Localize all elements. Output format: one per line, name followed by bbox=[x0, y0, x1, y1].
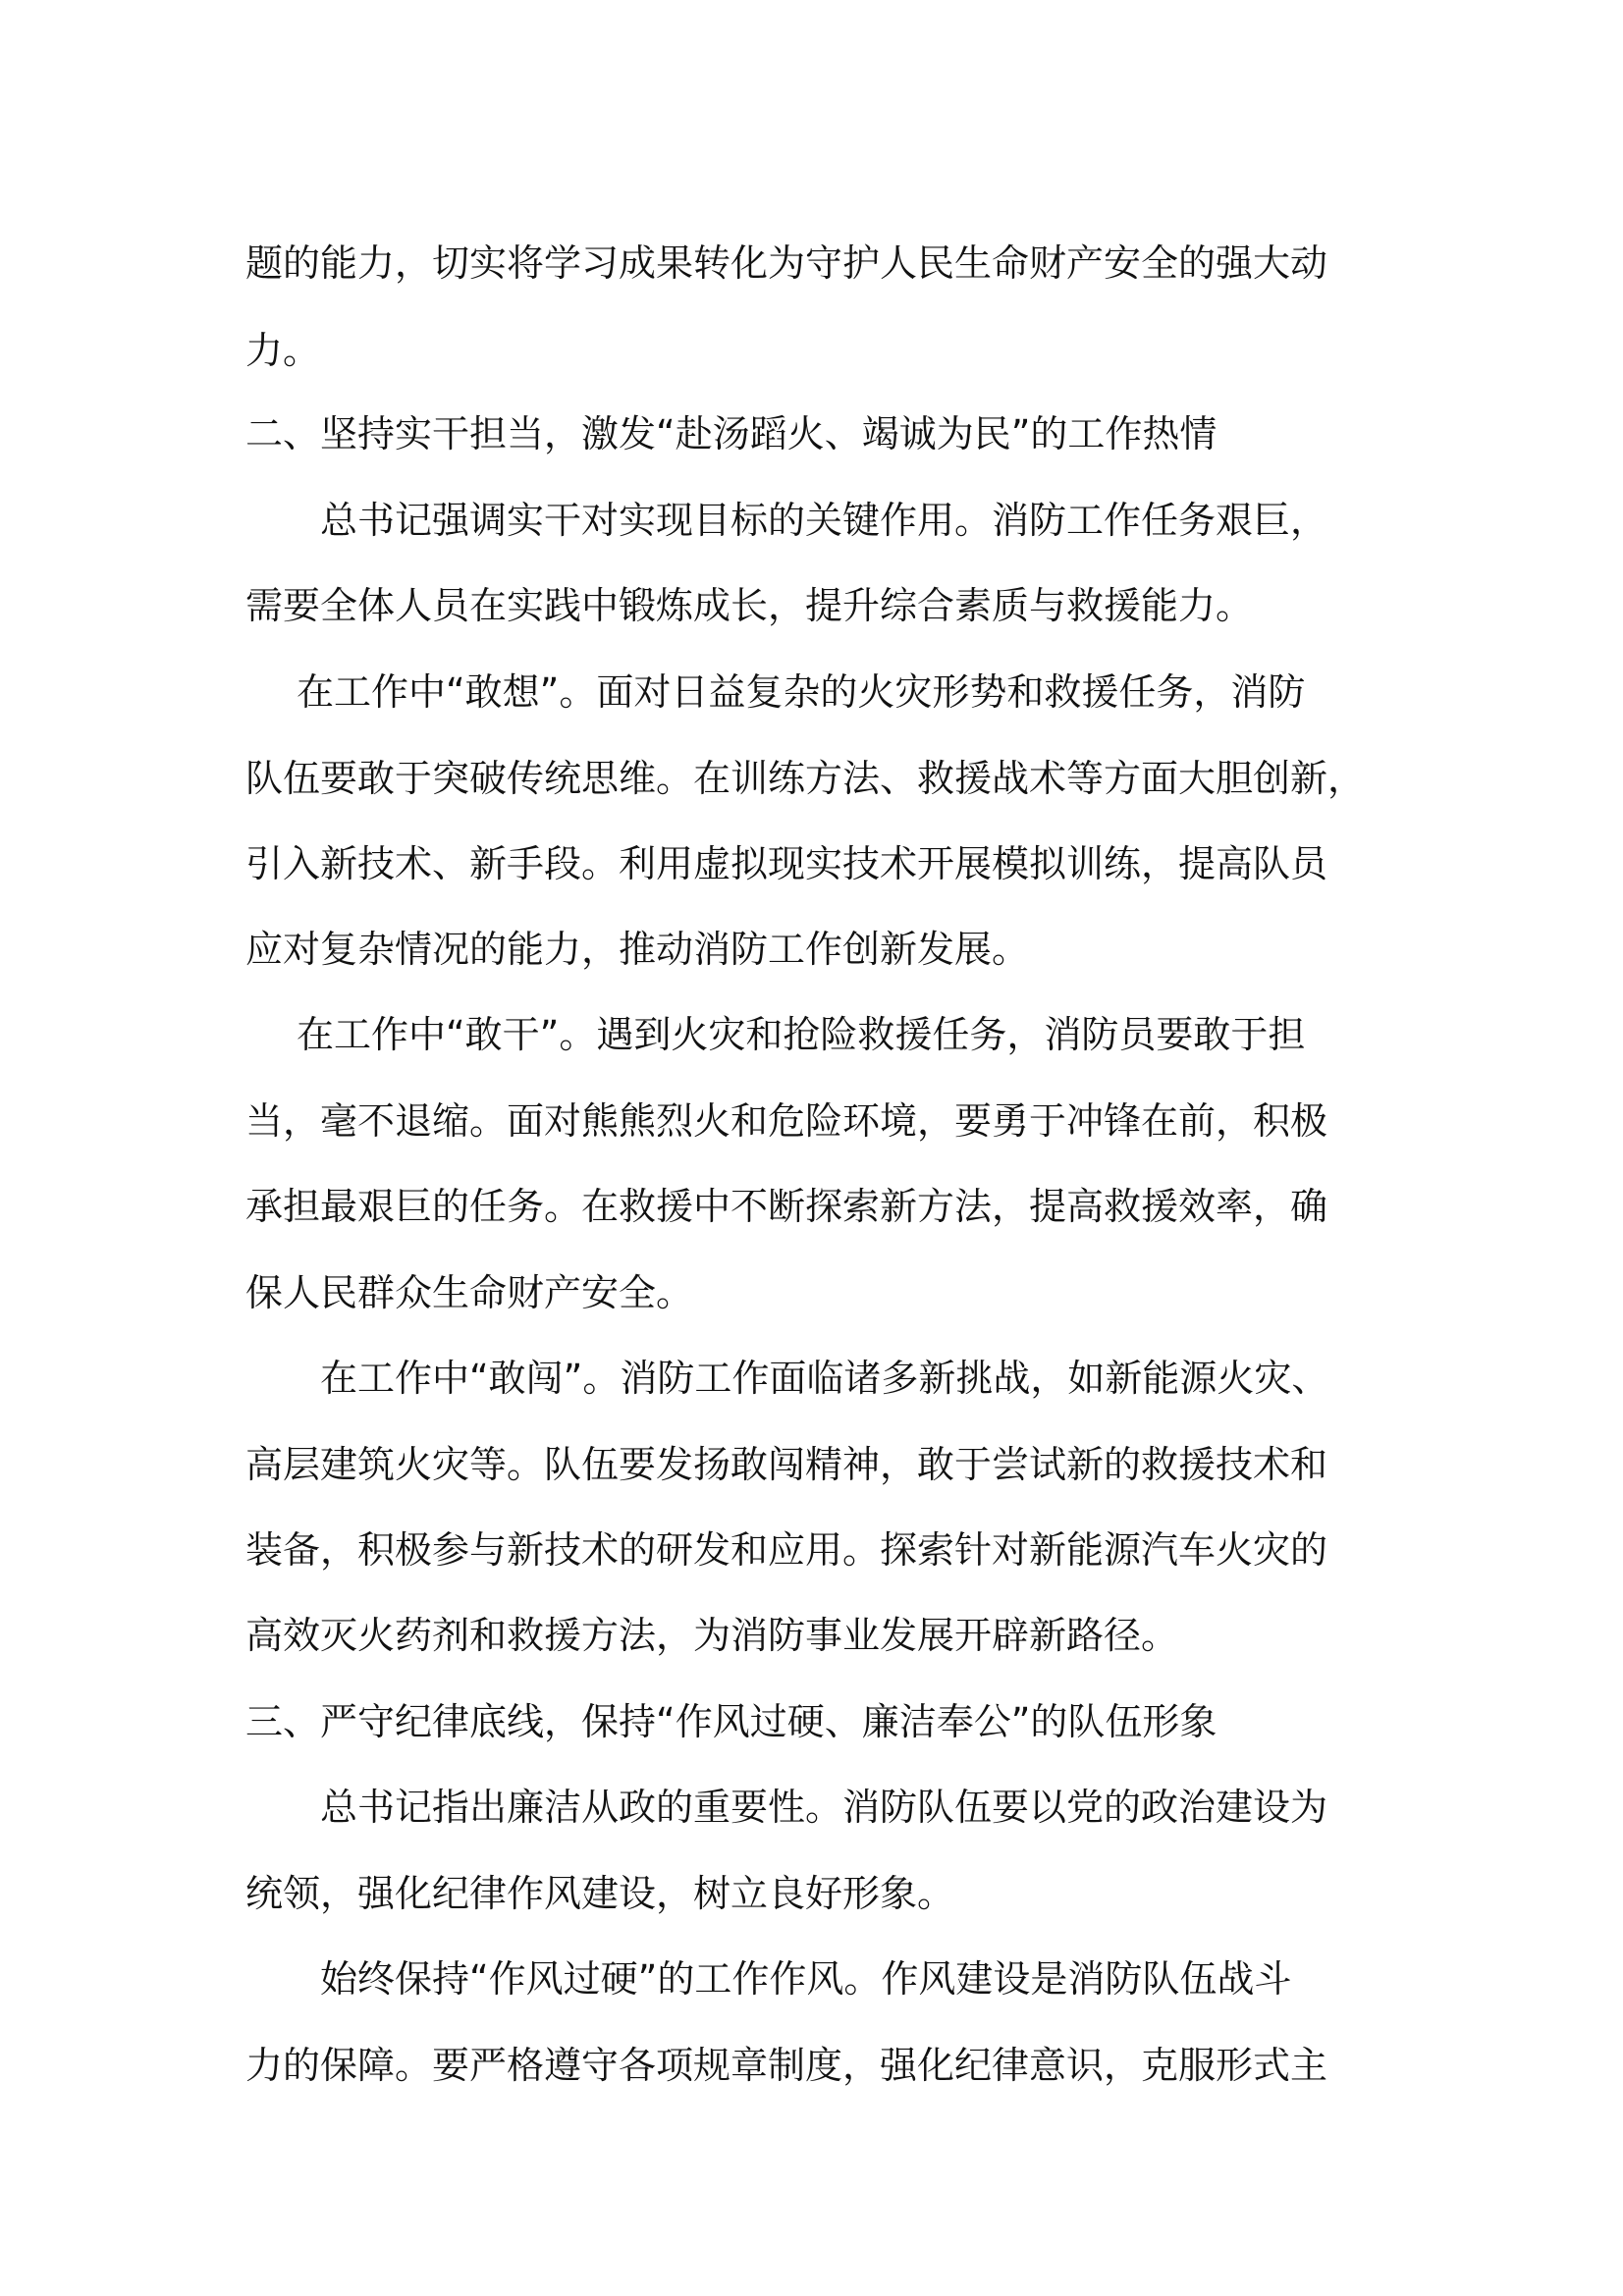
paragraph-line: 引入新技术、新手段。利用虚拟现实技术开展模拟训练，提高队员 bbox=[245, 842, 1328, 885]
paragraph-line: 在工作中“敢闯”。消防工作面临诸多新挑战，如新能源火灾、 bbox=[320, 1357, 1329, 1400]
paragraph-line: 力。 bbox=[245, 329, 321, 372]
paragraph-line: 保人民群众生命财产安全。 bbox=[245, 1271, 694, 1314]
section-heading: 二、坚持实干担当，激发“赴汤蹈火、竭诚为民”的工作热情 bbox=[245, 412, 1217, 455]
paragraph-line: 统领，强化纪律作风建设，树立良好形象。 bbox=[245, 1872, 955, 1915]
paragraph-line: 在工作中“敢想”。面对日益复杂的火灾形势和救援任务，消防 bbox=[297, 670, 1306, 714]
paragraph-line: 应对复杂情况的能力，推动消防工作创新发展。 bbox=[245, 928, 1030, 971]
section-heading: 三、严守纪律底线，保持“作风过硬、廉洁奉公”的队伍形象 bbox=[245, 1700, 1217, 1743]
paragraph-line: 承担最艰巨的任务。在救援中不断探索新方法，提高救援效率，确 bbox=[245, 1185, 1328, 1228]
paragraph-line: 始终保持“作风过硬”的工作作风。作风建设是消防队伍战斗 bbox=[320, 1957, 1292, 2001]
paragraph-line: 队伍要敢于突破传统思维。在训练方法、救援战术等方面大胆创新， bbox=[245, 757, 1366, 800]
paragraph-line: 当，毫不退缩。面对熊熊烈火和危险环境，要勇于冲锋在前，积极 bbox=[245, 1099, 1328, 1143]
paragraph-line: 总书记指出廉洁从政的重要性。消防队伍要以党的政治建设为 bbox=[320, 1786, 1328, 1829]
paragraph-line: 高层建筑火灾等。队伍要发扬敢闯精神，敢于尝试新的救援技术和 bbox=[245, 1443, 1328, 1486]
paragraph-line: 在工作中“敢干”。遇到火灾和抢险救援任务，消防员要敢于担 bbox=[297, 1013, 1306, 1056]
paragraph-line: 力的保障。要严格遵守各项规章制度，强化纪律意识，克服形式主 bbox=[245, 2044, 1328, 2087]
paragraph-line: 需要全体人员在实践中锻炼成长，提升综合素质与救援能力。 bbox=[245, 584, 1254, 627]
paragraph-line: 高效灭火药剂和救援方法，为消防事业发展开辟新路径。 bbox=[245, 1614, 1179, 1657]
paragraph-line: 装备，积极参与新技术的研发和应用。探索针对新能源汽车火灾的 bbox=[245, 1528, 1328, 1572]
paragraph-line: 总书记强调实干对实现目标的关键作用。消防工作任务艰巨， bbox=[320, 499, 1328, 542]
paragraph-line: 题的能力，切实将学习成果转化为守护人民生命财产安全的强大动 bbox=[245, 241, 1328, 285]
